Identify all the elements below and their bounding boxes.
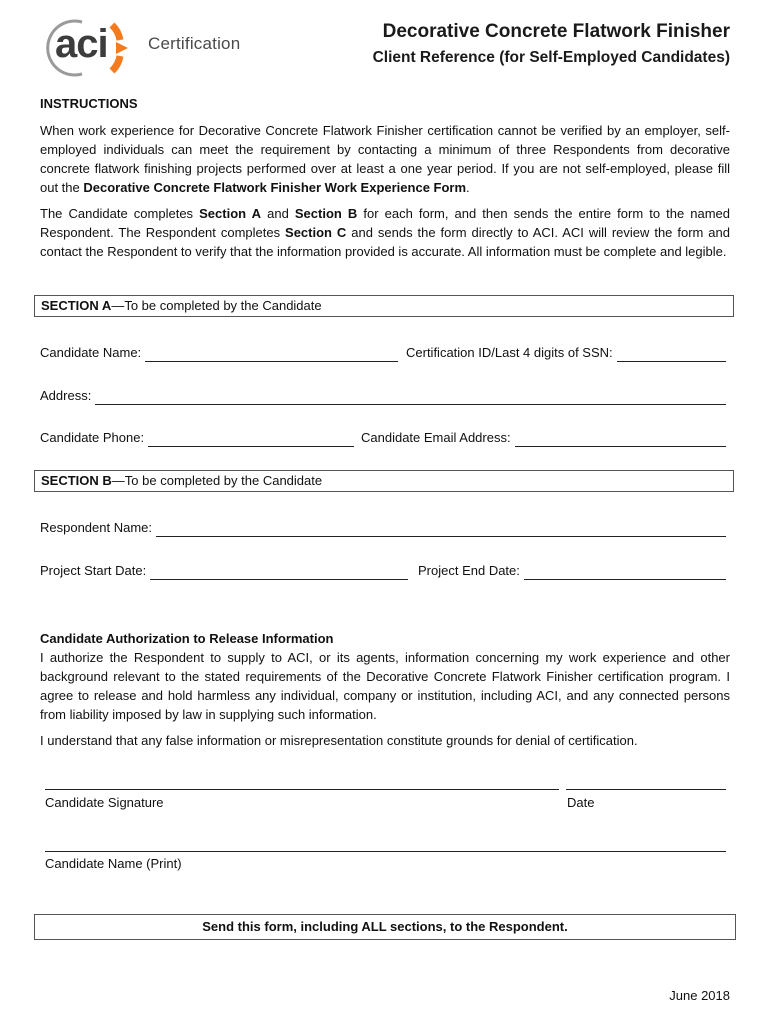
instructions-heading: INSTRUCTIONS: [40, 96, 138, 111]
project-end-date-line[interactable]: [524, 565, 726, 580]
logo-text: aci: [55, 22, 108, 66]
row-project-dates: [40, 560, 728, 580]
candidate-name-label: Candidate Name:: [40, 345, 142, 360]
candidate-name-print-label: Candidate Name (Print): [45, 856, 182, 871]
project-end-date-field[interactable]: [418, 560, 726, 580]
address-field[interactable]: [40, 385, 726, 405]
p2-text-c: for each form, and then sends the entire form to the named Respondent. The Respondent completes: [40, 206, 730, 240]
row-candidate-name: [40, 342, 728, 362]
instructions-paragraph-1: [40, 121, 730, 197]
address-label: Address:: [40, 388, 92, 403]
respondent-name-field[interactable]: [40, 517, 726, 537]
section-a-desc: —To be completed by the Candidate: [111, 298, 322, 313]
cert-id-field[interactable]: [406, 342, 726, 362]
cert-id-line[interactable]: [617, 347, 726, 362]
project-start-date-label: Project Start Date:: [40, 563, 147, 578]
candidate-name-line[interactable]: [145, 347, 398, 362]
work-experience-form-ref: Decorative Concrete Flatwork Finisher Work Experience Form: [83, 180, 467, 195]
logo-subtitle: Certification: [148, 34, 241, 53]
p1-text: When work experience for Decorative Concrete Flatwork Finisher certification cannot be verified by an employer, self-employed individuals can meet the requirement by contacting a minimum of three Respondents from decorative concrete flatwork finishing projects performed over at least a one year period. If you are not self-employed, please fill out the: [40, 123, 730, 195]
p2-section-c: Section C: [285, 225, 347, 240]
form-subtitle: Client Reference (for Self-Employed Candidates): [372, 49, 730, 66]
p1-end: .: [466, 180, 470, 195]
candidate-signature-line[interactable]: [45, 789, 559, 790]
p2-text-d: and sends the form directly to ACI. ACI will review the form and contact the Respondent to verify that the information provided is accurate. All information must be complete and legible.: [40, 225, 730, 259]
form-revision-date: June 2018: [669, 988, 730, 1003]
section-a-label: SECTION A: [41, 298, 112, 313]
authorization-paragraph-2: I understand that any false information or misrepresentation constitute grounds for denial of certification.: [40, 733, 638, 748]
form-title: Decorative Concrete Flatwork Finisher: [382, 21, 730, 42]
section-b-desc: —To be completed by the Candidate: [111, 473, 323, 488]
candidate-phone-label: Candidate Phone:: [40, 430, 145, 445]
respondent-name-label: Respondent Name:: [40, 520, 153, 535]
candidate-phone-line[interactable]: [148, 432, 354, 447]
section-a-header: [34, 295, 734, 317]
project-start-date-field[interactable]: [40, 560, 408, 580]
section-b-header: [34, 470, 734, 492]
p2-section-a: Section A: [199, 206, 262, 221]
project-start-date-line[interactable]: [150, 565, 408, 580]
section-b-label: SECTION B: [41, 473, 112, 488]
row-address: [40, 385, 728, 405]
date-label: Date: [567, 795, 595, 810]
date-line[interactable]: [566, 789, 726, 790]
cert-id-label: Certification ID/Last 4 digits of SSN:: [406, 345, 613, 360]
respondent-name-line[interactable]: [156, 522, 726, 537]
candidate-phone-field[interactable]: [40, 427, 354, 447]
address-line[interactable]: [95, 390, 726, 405]
instructions-paragraph-2: [40, 204, 730, 261]
p2-section-b: Section B: [294, 206, 358, 221]
p2-text-a: The Candidate completes: [40, 206, 200, 221]
candidate-email-label: Candidate Email Address:: [361, 430, 511, 445]
authorization-paragraph-1: I authorize the Respondent to supply to ACI, or its agents, information concerning my work experience and other background relevant to the stated requirements of the Decorative Concrete Flatwork Finisher certification program. I agree to release and hold harmless any individual, company or institution, including ACI, and any connected persons from liability imposed by law in supplying such information.: [40, 650, 730, 722]
candidate-signature-label: Candidate Signature: [45, 795, 164, 810]
row-respondent-name: [40, 517, 728, 537]
candidate-name-field[interactable]: [40, 342, 398, 362]
candidate-email-field[interactable]: [361, 427, 726, 447]
candidate-name-print-line[interactable]: [45, 851, 726, 852]
send-form-instruction: Send this form, including ALL sections, to the Respondent.: [34, 914, 736, 940]
p2-and: and: [261, 206, 295, 221]
project-end-date-label: Project End Date:: [418, 563, 520, 578]
candidate-email-line[interactable]: [515, 432, 726, 447]
authorization-heading: Candidate Authorization to Release Information: [40, 631, 334, 646]
form-title-block: [373, 20, 730, 70]
row-phone-email: [40, 427, 728, 447]
